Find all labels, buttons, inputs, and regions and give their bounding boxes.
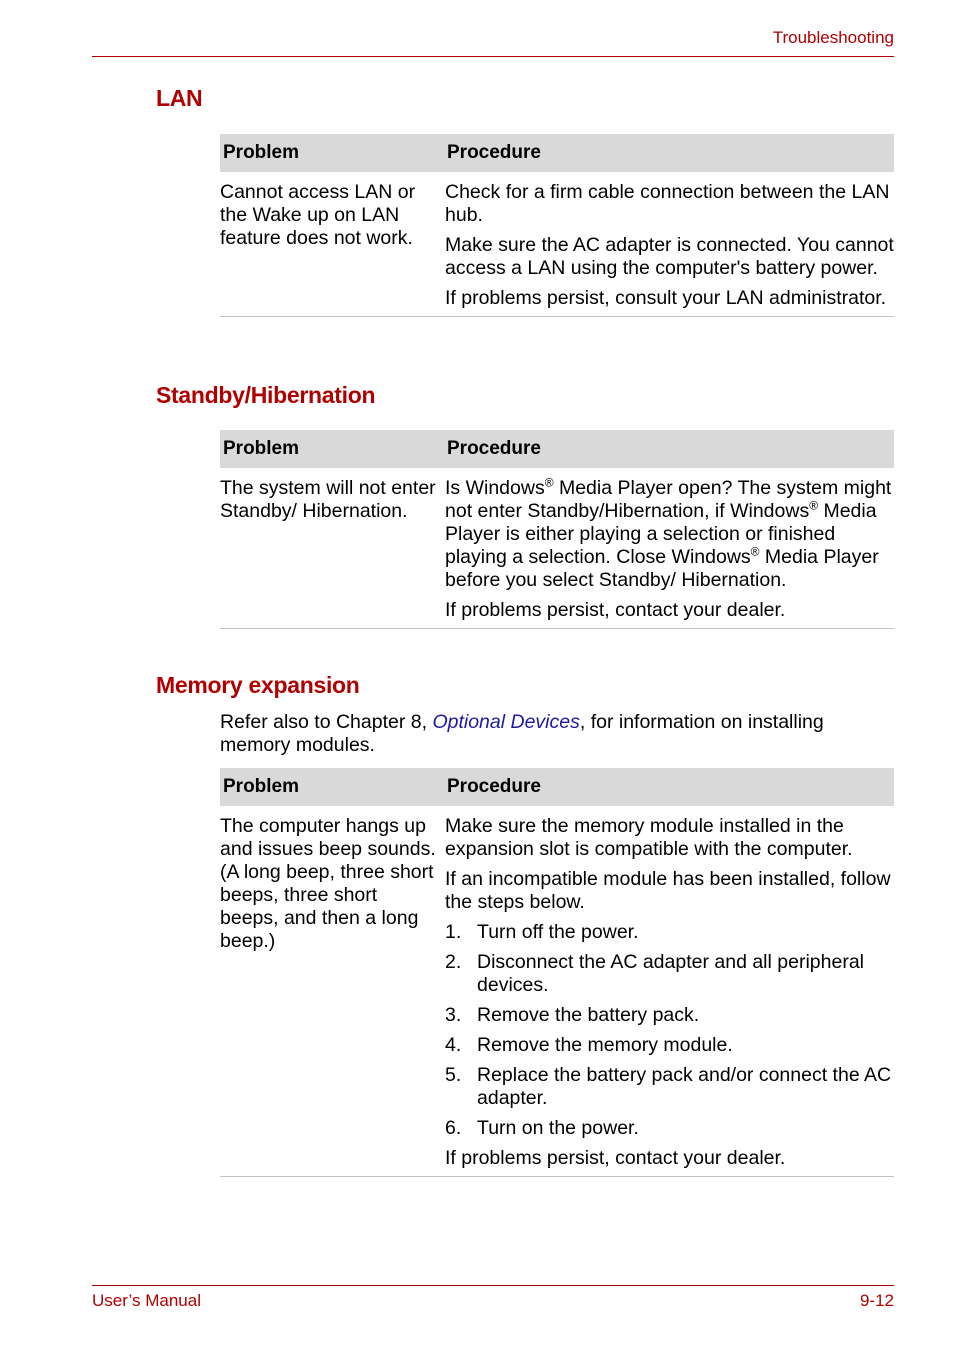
list-item <box>445 1117 894 1140</box>
registered-mark: ® <box>809 498 819 513</box>
step-number: 4. <box>445 1034 462 1056</box>
problem-cell: Cannot access LAN or the Wake up on LAN feature does not work. <box>220 181 416 249</box>
procedure-text <box>445 477 894 592</box>
procedure-text-part: Media Player is either playing a selection or finished playing a selection. Close Windows <box>445 500 877 568</box>
memory-intro-text <box>220 711 890 757</box>
footer-manual-title: User’s Manual <box>92 1291 201 1310</box>
step-number: 1. <box>445 921 462 943</box>
intro-text-part: , for information on installing memory modules. <box>220 711 824 756</box>
section-heading-standby: Standby/Hibernation <box>156 382 376 408</box>
step-number: 5. <box>445 1064 462 1086</box>
column-header-problem: Problem <box>223 776 300 797</box>
step-text: Turn on the power. <box>477 1117 639 1139</box>
procedure-text-part: Is Windows <box>445 477 545 499</box>
standby-table <box>220 430 894 629</box>
list-item <box>445 1064 894 1110</box>
column-header-procedure: Procedure <box>447 776 541 797</box>
intro-text-part: Refer also to Chapter 8, <box>220 711 433 733</box>
table-header-row <box>220 134 894 172</box>
procedure-text: If problems persist, contact your dealer. <box>445 1147 786 1169</box>
column-header-procedure: Procedure <box>447 438 541 459</box>
list-item <box>445 951 894 997</box>
step-text: Turn off the power. <box>477 921 639 943</box>
procedure-text: If an incompatible module has been installed, follow the steps below. <box>445 868 891 913</box>
table-row <box>220 806 894 1176</box>
steps-list <box>445 921 894 1140</box>
list-item <box>445 921 894 944</box>
section-heading-memory: Memory expansion <box>156 672 360 698</box>
step-text: Replace the battery pack and/or connect the AC adapter. <box>477 1064 892 1109</box>
procedure-text: Check for a firm cable connection between the LAN hub. <box>445 181 890 226</box>
step-number: 6. <box>445 1117 462 1139</box>
running-header-title: Troubleshooting <box>772 28 894 47</box>
table-row <box>220 172 894 316</box>
procedure-cell <box>445 815 894 1170</box>
registered-mark: ® <box>544 475 554 490</box>
memory-table <box>220 768 894 1177</box>
optional-devices-link[interactable]: Optional Devices <box>432 711 580 733</box>
procedure-text: If problems persist, contact your dealer. <box>445 599 786 621</box>
step-text: Remove the battery pack. <box>477 1004 700 1026</box>
procedure-text: If problems persist, consult your LAN administrator. <box>445 287 887 309</box>
step-text: Remove the memory module. <box>477 1034 733 1056</box>
list-item <box>445 1004 894 1027</box>
problem-cell: The system will not enter Standby/ Hibernation. <box>220 477 436 522</box>
step-text: Disconnect the AC adapter and all peripheral devices. <box>477 951 864 996</box>
column-header-problem: Problem <box>223 142 300 163</box>
column-header-problem: Problem <box>223 438 300 459</box>
footer-rule <box>92 1285 894 1286</box>
procedure-text: Make sure the memory module installed in the expansion slot is compatible with the computer. <box>445 815 853 860</box>
table-row <box>220 468 894 628</box>
lan-table <box>220 134 894 317</box>
procedure-cell <box>445 477 894 622</box>
step-number: 3. <box>445 1004 462 1026</box>
problem-cell: The computer hangs up and issues beep sounds. (A long beep, three short beeps, three short beeps, and then a long beep.) <box>220 815 436 952</box>
page-number: 9-12 <box>859 1291 894 1310</box>
header-rule <box>92 56 894 57</box>
procedure-text-part: Media Player before you select Standby/ Hibernation. <box>445 546 879 591</box>
procedure-text-part: Media Player open? The system might not enter Standby/Hibernation, if Windows <box>445 477 892 522</box>
step-number: 2. <box>445 951 462 973</box>
section-heading-lan: LAN <box>156 85 203 111</box>
table-header-row <box>220 768 894 806</box>
procedure-text: Make sure the AC adapter is connected. You cannot access a LAN using the computer's battery power. <box>445 234 894 279</box>
table-header-row <box>220 430 894 468</box>
column-header-procedure: Procedure <box>447 142 541 163</box>
list-item <box>445 1034 894 1057</box>
registered-mark: ® <box>750 544 760 559</box>
procedure-cell <box>445 181 894 310</box>
